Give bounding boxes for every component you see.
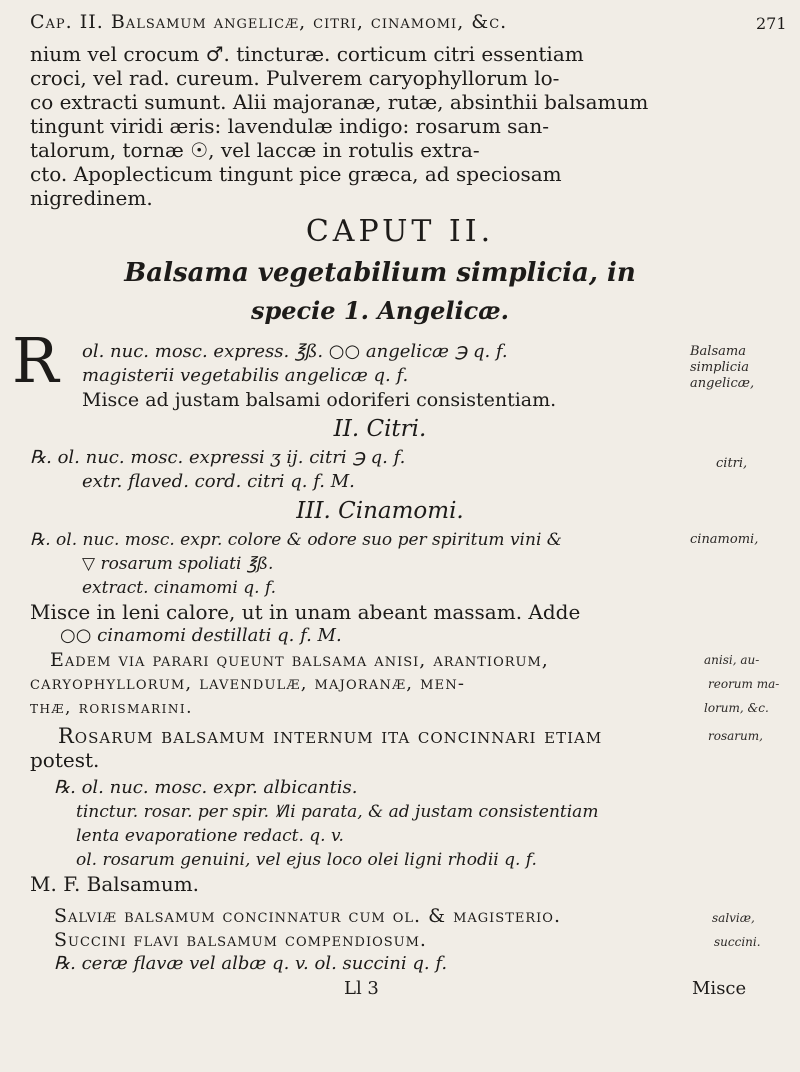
text-line: M. F. Balsamum. [30,872,200,896]
recipe-line: extr. flaved. cord. citri q. f. M. [82,471,355,492]
recipe-line: tinctur. rosar. per spir. Ꝟli parata, & ad justam consistentiam [76,802,599,822]
section-title-citri: II. Citri. [333,416,427,442]
catchword: Misce [692,978,747,999]
margin-note-line: Balsama [690,344,746,359]
recipe-line: ▽ rosarum spoliati ℥ß. [82,554,274,574]
text-line: Rosarum balsamum internum ita concinnari etiam [58,724,603,748]
recipe-line: ℞. ol. nuc. mosc. expressi ʒ ij. citri ℈ q. f. [30,447,406,468]
text-line: talorum, tornæ ☉, vel laccæ in rotulis extra- [30,138,480,162]
margin-note-cinamomi: cinamomi, [690,532,759,547]
recipe-line: Misce ad justam balsami odoriferi consistentiam. [82,389,557,411]
recipe-line: ℞. ol. nuc. mosc. expr. colore & odore suo per spiritum vini & [30,530,562,550]
running-head: Cap. II. Balsamum angelicæ, citri, cinamomi, &c. [30,11,508,33]
signature-mark: Ll 3 [344,978,379,999]
margin-note-reorum: reorum ma- [708,677,780,691]
text-line: ○○ cinamomi destillati q. f. M. [60,625,342,646]
margin-note-citri: citri, [716,456,748,471]
margin-note-line: simplicia [690,360,749,375]
text-line: cto. Apoplecticum tingunt pice græca, ad speciosam [30,162,562,186]
text-line: nium vel crocum ♂. tincturæ. corticum citri essentiam [30,42,584,66]
margin-note-balsama [690,344,754,392]
text-line: Misce in leni calore, ut in unam abeant massam. Adde [30,600,581,624]
margin-note-lorum: lorum, &c. [704,701,769,715]
recipe-line: extract. cinamomi q. f. [82,578,277,598]
text-line: nigredinem. [30,186,153,210]
chapter-subtitle: Balsama vegetabilium simplicia, in [124,258,636,288]
text-line: Eadem via parari queunt balsama anisi, arantiorum, [50,649,549,671]
text-line: Succini flavi balsamum compendiosum. [54,929,427,951]
text-line: croci, vel rad. cureum. Pulverem caryophyllorum lo- [30,66,560,90]
recipe-line: ℞. ol. nuc. mosc. expr. albicantis. [54,777,358,798]
recipe-line: magisterii vegetabilis angelicæ q. f. [82,365,409,386]
species-title: specie 1. Angelicæ. [250,296,509,325]
text-line: co extracti sumunt. Alii majoranæ, rutæ, absinthii balsamum [30,90,649,114]
text-line: tingunt viridi æris: lavendulæ indigo: rosarum san- [30,114,549,138]
text-line: Salviæ balsamum concinnatur cum ol. & magisterio. [54,905,561,927]
recipe-line: lenta evaporatione redact. q. v. [76,826,344,846]
recipe-line: ol. nuc. mosc. express. ℥ß. ○○ angelicæ ℈ q. f. [82,341,508,362]
recipe-line: ol. rosarum genuini, vel ejus loco olei ligni rhodii q. f. [76,850,537,870]
margin-note-anisi: anisi, au- [704,653,760,667]
text-line: caryophyllorum, lavendulæ, majoranæ, men- [30,673,466,694]
margin-note-rosarum: rosarum, [708,729,763,743]
margin-note-line: angelicæ, [690,376,755,391]
text-line: thæ, rorismarini. [30,698,194,718]
drop-cap: R [12,324,59,397]
margin-note-succini: succini. [714,935,761,949]
margin-note-salviae: salviæ, [712,911,755,925]
text-line: ℞. ceræ flavæ vel albæ q. v. ol. succini q. f. [54,953,448,974]
chapter-title: CAPUT II. [305,214,495,249]
text-line: potest. [30,748,100,772]
page-number: 271 [756,14,787,33]
section-title-cinamomi: III. Cinamomi. [296,498,464,524]
